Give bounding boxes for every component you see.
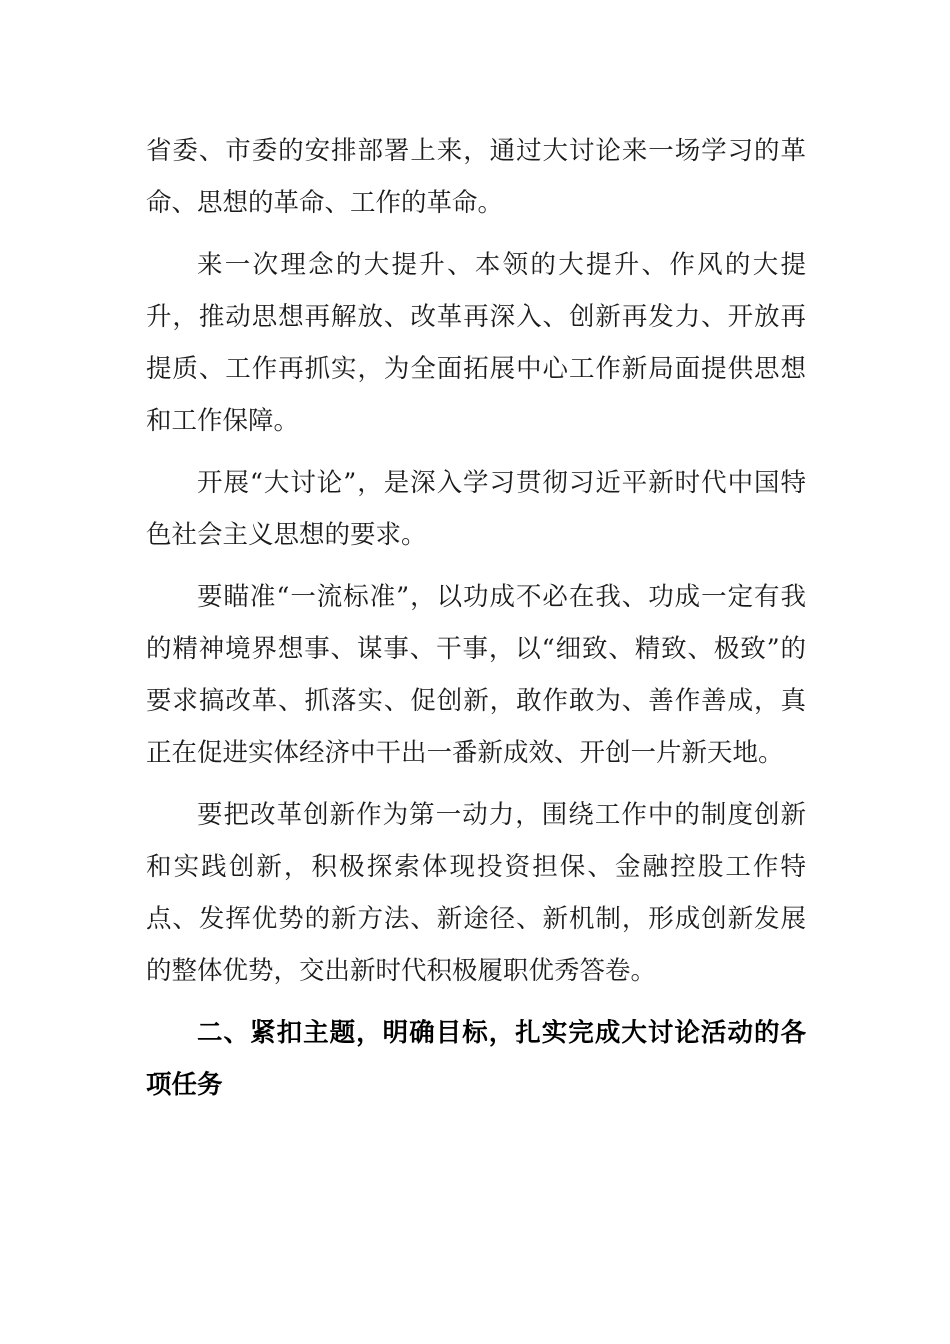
paragraph-4: 要瞄准“一流标准”，以功成不必在我、功成一定有我的精神境界想事、谋事、干事，以“细致、精致、极致”的要求搞改革、抓落实、促创新，敢作敢为、善作善成，真正在促进实体经济中干出一番新成效、开创一片新天地。 (146, 582, 806, 768)
paragraph-3: 开展“大讨论”，是深入学习贯彻习近平新时代中国特色社会主义思想的要求。 (146, 468, 806, 550)
section-heading: 二、紧扣主题，明确目标，扎实完成大讨论活动的各项任务 (146, 1018, 806, 1100)
paragraph-5: 要把改革创新作为第一动力，围绕工作中的制度创新和实践创新，积极探索体现投资担保、金融控股工作特点、发挥优势的新方法、新途径、新机制，形成创新发展的整体优势，交出新时代积极履职优秀答卷。 (146, 800, 806, 986)
paragraph-2: 来一次理念的大提升、本领的大提升、作风的大提升，推动思想再解放、改革再深入、创新再发力、开放再提质、工作再抓实，为全面拓展中心工作新局面提供思想和工作保障。 (146, 250, 806, 436)
document-body (146, 125, 806, 1111)
paragraph-1: 省委、市委的安排部署上来，通过大讨论来一场学习的革命、思想的革命、工作的革命。 (146, 136, 806, 218)
